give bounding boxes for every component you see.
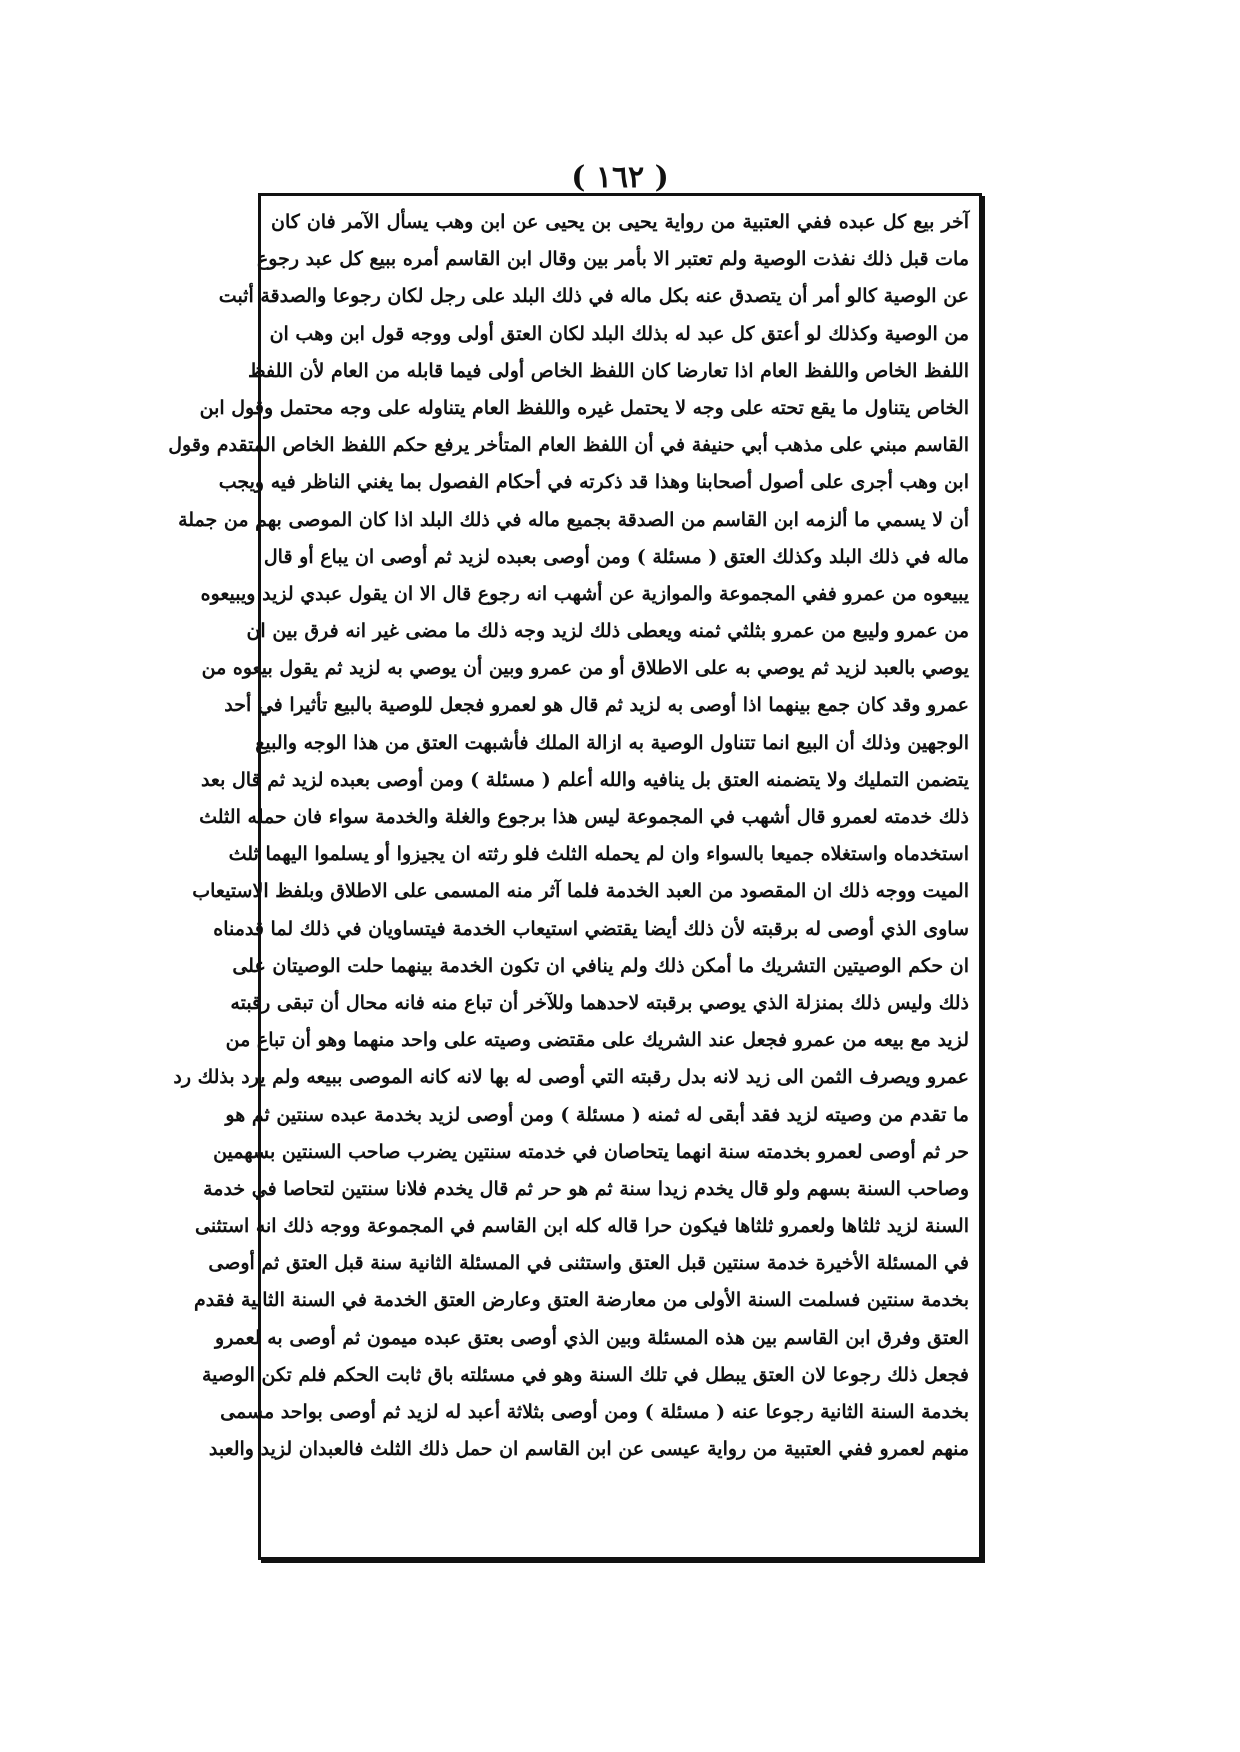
text-line: ان حكم الوصيتين التشريك ما أمكن ذلك ولم ينافي ان تكون الخدمة بينهما حلت الوصيتان على [232,954,969,977]
text-line: يبيعوه من عمرو ففي المجموعة والموازية عن أشهب انه رجوع قال الا ان يقول عبدي لزيد ويبيعوه [200,582,969,605]
page-number: ( ١٦٢ ) [571,160,669,195]
text-line: لزيد مع بيعه من عمرو فجعل عند الشريك على مقتضى وصيته على واحد منهما وهو أن تباع من [225,1029,969,1052]
text-line: فجعل ذلك رجوعا لان العتق يبطل في تلك السنة وهو في مسئلته باق ثابت الحكم فلم تكن الوصية [201,1363,969,1386]
text-line: آخر بيع كل عبده ففي العتبية من رواية يحيى بن يحيى عن ابن وهب يسأل الآمر فان كان [271,211,969,233]
text-line: ذلك خدمته لعمرو قال أشهب في المجموعة ليس هذا برجوع والغلة والخدمة سواء فان حمله الثلث [199,806,969,828]
text-line: الخاص يتناول ما يقع تحته على وجه لا يحتمل غيره واللفظ العام يتناوله على وجه محتمل وقول ابن [199,396,969,419]
text-line: حر ثم أوصى لعمرو بخدمته سنة انهما يتحاصان في خدمته سنتين يضرب صاحب السنتين بسهمين [213,1140,969,1163]
text-line: استخدماه واستغلاه جميعا بالسواء وان لم يحمله الثلث فلو رثته ان يجيزوا أو يسلموا اليهما ثلث [228,843,969,866]
text-line: من عمرو وليبع من عمرو بثلثي ثمنه ويعطى ذلك لزيد وجه ذلك ما مضى غير انه فرق بين ان [246,620,969,643]
text-line: عمرو وقد كان جمع بينهما اذا أوصى به لزيد ثم قال هو لعمرو فجعل للوصية بالبيع تأثيرا في أحد [224,694,969,717]
text-line: عن الوصية كالو أمر أن يتصدق عنه بكل ماله في ذلك البلد على رجل لكان رجوعا والصدقة أثبت [218,285,969,308]
text-line: بخدمة سنتين فسلمت السنة الأولى من معارضة العتق وعارض العتق الخدمة في السنة الثانية فقدم [194,1289,969,1312]
text-line: مات قبل ذلك نفذت الوصية ولم تعتبر الا بأمر بين وقال ابن القاسم أمره ببيع كل عبد رجوع [256,248,969,271]
text-line: اللفظ الخاص واللفظ العام اذا تعارضا كان اللفظ الخاص أولى فيما قابله من العام لأن اللفظ [247,359,969,382]
text-line: الوجهين وذلك أن البيع انما تتناول الوصية به ازالة الملك فأشبهت العتق من هذا الوجه والبيع [255,731,969,754]
text-line: في المسئلة الأخيرة خدمة سنتين قبل العتق واستثنى في المسئلة الثانية سنة قبل العتق ثم أوصى [208,1252,969,1275]
text-frame [168,193,982,1560]
page-body-text [168,204,969,1549]
text-line: ذلك وليس ذلك بمنزلة الذي يوصي برقبته لاحدهما وللآخر أن تباع منه فانه محال أن تبقى رقبته [230,991,969,1014]
text-line: وصاحب السنة بسهم ولو قال يخدم زيدا سنة ثم هو حر ثم قال يخدم فلانا سنتين لتحاصا في خدمة [203,1177,969,1200]
text-line: القاسم مبني على مذهب أبي حنيفة في أن اللفظ العام المتأخر يرفع حكم اللفظ الخاص المتقدم وقول [168,434,969,457]
text-line: عمرو ويصرف الثمن الى زيد لانه بدل رقبته التي أوصى له بها لانه كانه الموصى ببيعه ولم يرد بذلك رد [173,1066,969,1089]
text-line: ما تقدم من وصيته لزيد فقد أبقى له ثمنه ( مسئلة ) ومن أوصى لزيد بخدمة عبده سنتين ثم هو [225,1103,969,1126]
text-line: الميت ووجه ذلك ان المقصود من العبد الخدمة فلما آثر منه المسمى على الاطلاق وبلفظ الاستيعاب [192,880,969,903]
text-line: ماله في ذلك البلد وكذلك العتق ( مسئلة ) ومن أوصى بعبده لزيد ثم أوصى ان يباع أو قال [263,545,969,568]
text-line: ابن وهب أجرى على أصول أصحابنا وهذا قد ذكرته في أحكام الفصول بما يغني الناظر فيه ويجب [218,471,969,494]
text-line: ساوى الذي أوصى له برقبته لأن ذلك أيضا يقتضي استيعاب الخدمة فيتساويان في ذلك لما قدمناه [213,917,969,940]
text-line: بخدمة السنة الثانية رجوعا عنه ( مسئلة ) ومن أوصى بثلاثة أعبد له لزيد ثم أوصى بواحد مسمى [220,1401,969,1423]
text-line: أن لا يسمي ما ألزمه ابن القاسم من الصدقة بجميع ماله في ذلك البلد اذا كان الموصى بهم من جملة [178,508,969,531]
text-line: من الوصية وكذلك لو أعتق كل عبد له بذلك البلد لكان العتق أولى ووجه قول ابن وهب ان [269,322,969,345]
text-line: العتق وفرق ابن القاسم بين هذه المسئلة وبين الذي أوصى بعتق عبده ميمون ثم أوصى به لعمرو [215,1326,969,1349]
text-line: السنة لزيد ثلثاها ولعمرو ثلثاها فيكون حرا قاله كله ابن القاسم في المجموعة ووجه ذلك انه استثنى [194,1215,969,1238]
text-line: يتضمن التمليك ولا يتضمنه العتق بل ينافيه والله أعلم ( مسئلة ) ومن أوصى بعبده لزيد ثم قال بعد [200,768,969,791]
text-line: يوصي بالعبد لزيد ثم يوصي به على الاطلاق أو من عمرو وبين أن يوصي به لزيد ثم يقول بيعوه من [201,657,969,680]
text-line: منهم لعمرو ففي العتبية من رواية عيسى عن ابن القاسم ان حمل ذلك الثلث فالعبدان لزيد والعبد [208,1438,969,1461]
